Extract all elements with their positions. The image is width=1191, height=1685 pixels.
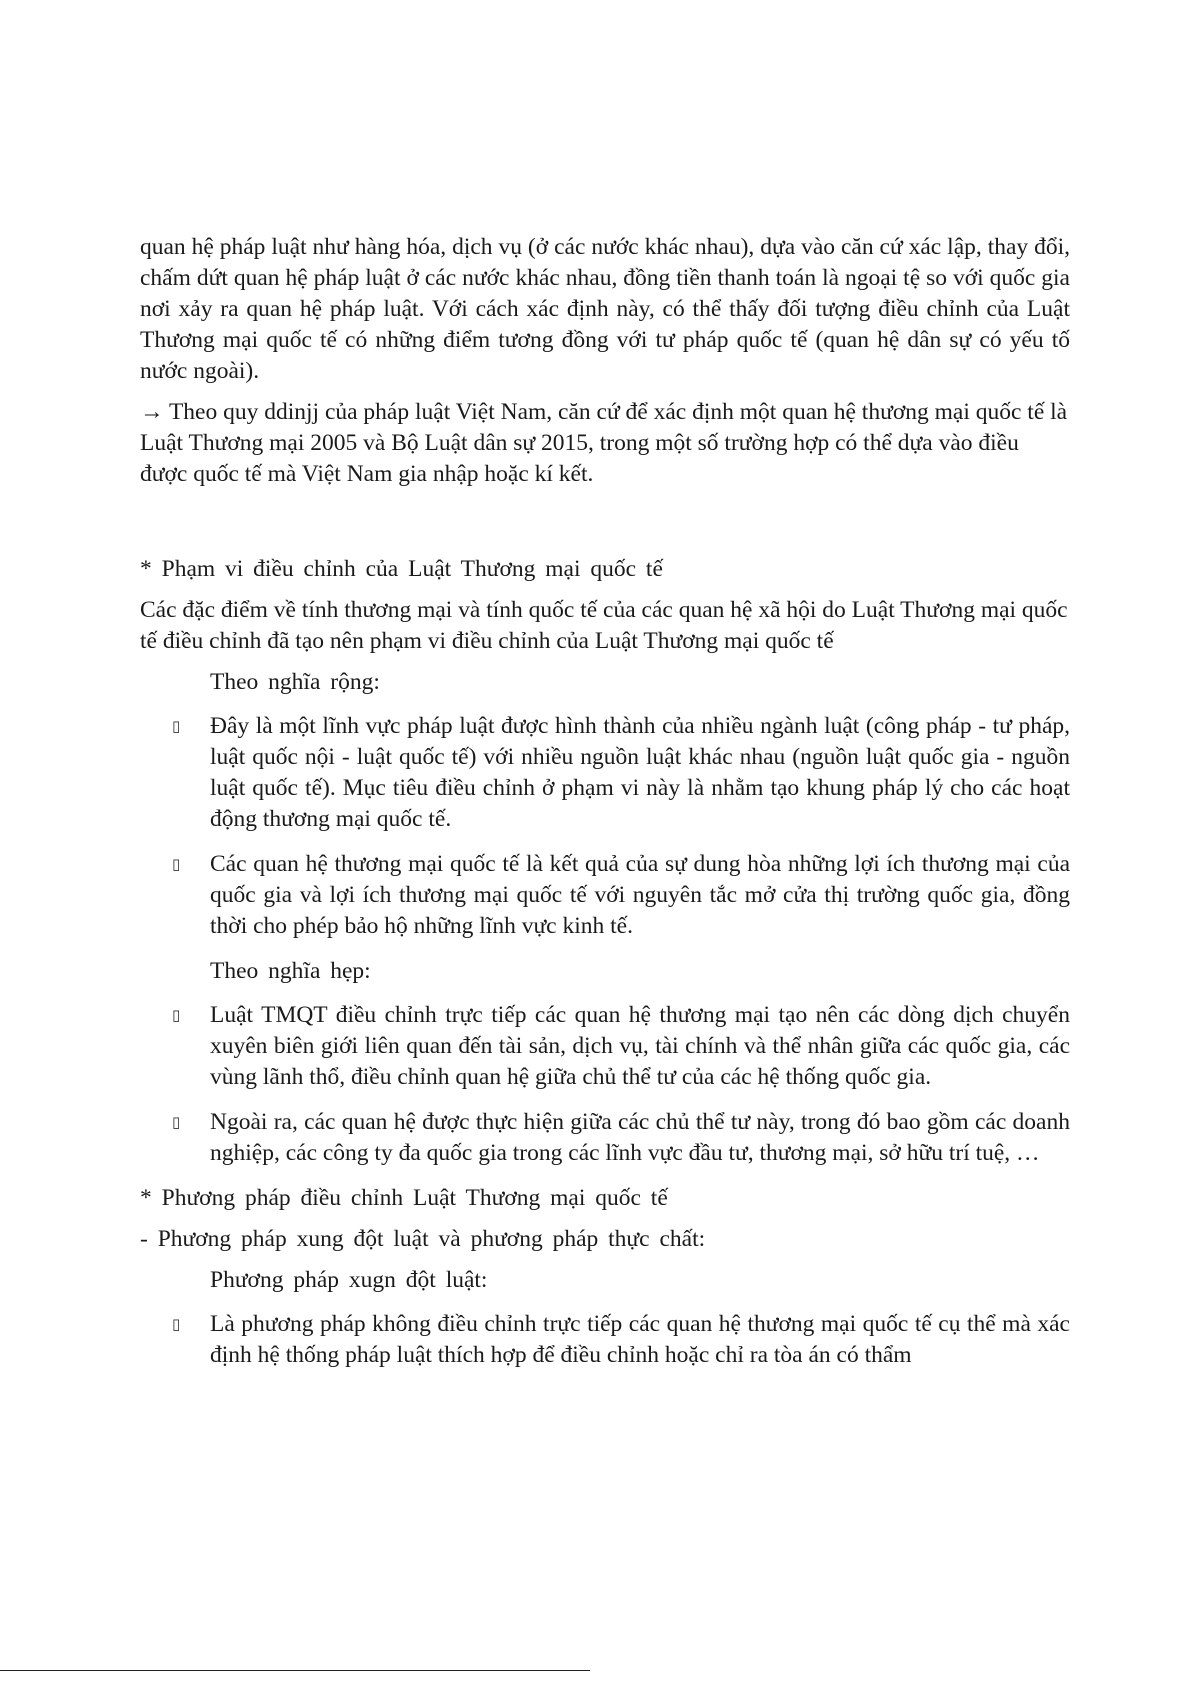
section-method-heading: * Phương pháp điều chỉnh Luật Thương mại quốc tế (140, 1185, 668, 1211)
method-subheading: - Phương pháp xung đột luật và phương pháp thực chất: (140, 1226, 706, 1252)
bullet-box-icon: ▯ (172, 1006, 181, 1024)
arrow-paragraph: → Theo quy ddinjj của pháp luật Việt Nam, căn cứ để xác định một quan hệ thương mại quốc tế là Luật Thương mại 2005 và Bộ Luật dân sự 2015, trong một số trường hợp có thể dựa vào điều được quốc tế mà Việt Nam gia nhập hoặc kí kết. (140, 399, 1068, 487)
list-item (172, 849, 1070, 942)
list-item (172, 711, 1070, 835)
scope-paragraph: Các đặc điểm về tính thương mại và tính quốc tế của các quan hệ xã hội do Luật Thương mại quốc tế điều chỉnh đã tạo nên phạm vi điều chỉnh của Luật Thương mại quốc tế (140, 597, 1068, 654)
list-item-text: Đây là một lĩnh vực pháp luật được hình thành của nhiều ngành luật (công pháp - tư pháp, luật quốc nội - luật quốc tế) với nhiều nguồn luật khác nhau (nguồn luật quốc gia - nguồn luật quốc tế). Mục tiêu điều chỉnh ở phạm vi này là nhằm tạo khung pháp lý cho các hoạt động thương mại quốc tế. (210, 713, 1070, 832)
bullet-box-icon: ▯ (172, 1113, 181, 1131)
list-item-text: Các quan hệ thương mại quốc tế là kết quả của sự dung hòa những lợi ích thương mại của quốc gia và lợi ích thương mại quốc tế với nguyên tắc mở cửa thị trường quốc gia, đồng thời cho phép bảo hộ những lĩnh vực kinh tế. (210, 851, 1070, 939)
document-body (140, 232, 1070, 1385)
list-item-text: Luật TMQT điều chỉnh trực tiếp các quan hệ thương mại tạo nên các dòng dịch chuyển xuyên biên giới liên quan đến tài sản, dịch vụ, tài chính và thể nhân giữa các quốc gia, các vùng lãnh thổ, điều chỉnh quan hệ giữa chủ thể tư của các hệ thống quốc gia. (210, 1002, 1070, 1090)
intro-paragraph: quan hệ pháp luật như hàng hóa, dịch vụ (ở các nước khác nhau), dựa vào căn cứ xác lập, thay đổi, chấm dứt quan hệ pháp luật ở các nước khác nhau, đồng tiền thanh toán là ngoại tệ so với quốc gia nơi xảy ra quan hệ pháp luật. Với cách xác định này, có thể thấy đối tượng điều chỉnh của Luật Thương mại quốc tế có những điểm tương đồng với tư pháp quốc tế (quan hệ dân sự có yếu tố nước ngoài). (140, 234, 1070, 384)
conflict-method-label: Phương pháp xugn đột luật: (210, 1267, 488, 1293)
list-item-text: Là phương pháp không điều chỉnh trực tiếp các quan hệ thương mại quốc tế cụ thể mà xác định hệ thống pháp luật thích hợp để điều chỉnh hoặc chỉ ra tòa án có thẩm (210, 1311, 1070, 1368)
bullet-box-icon: ▯ (172, 717, 181, 735)
list-item-text: Ngoài ra, các quan hệ được thực hiện giữa các chủ thể tư này, trong đó bao gồm các doanh nghiệp, các công ty đa quốc gia trong các lĩnh vực đầu tư, thương mại, sở hữu trí tuệ, … (210, 1109, 1070, 1166)
bullet-box-icon: ▯ (172, 1315, 181, 1333)
list-item (172, 1000, 1070, 1093)
footnote-divider (0, 1670, 590, 1671)
broad-sense-label: Theo nghĩa rộng: (210, 669, 380, 695)
section-spacer (140, 500, 1070, 554)
section-scope-heading: * Phạm vi điều chỉnh của Luật Thương mại quốc tế (140, 556, 663, 582)
narrow-sense-label: Theo nghĩa hẹp: (210, 958, 371, 984)
bullet-box-icon: ▯ (172, 855, 181, 873)
list-item (172, 1309, 1070, 1371)
list-item (172, 1107, 1070, 1169)
